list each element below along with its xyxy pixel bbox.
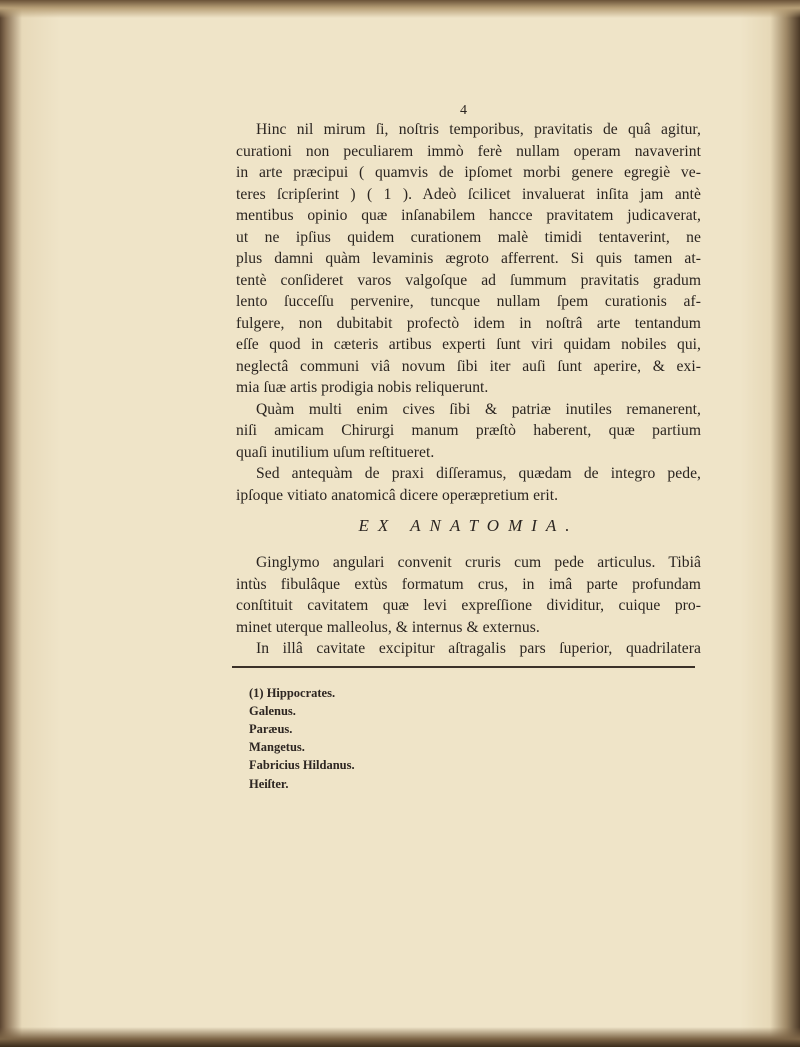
paragraph-3 bbox=[236, 463, 701, 506]
footnote-item: (1) Hippocrates. bbox=[249, 685, 336, 700]
footnote-item: Paræus. bbox=[249, 721, 293, 736]
text-line: quaſi inutilium uſum reſtitueret. bbox=[236, 443, 435, 461]
text-line: tentè conſideret varos valgoſque ad ſummum pravitatis gradum bbox=[236, 271, 701, 289]
footnote-item: Galenus. bbox=[249, 703, 296, 718]
text-line: lento ſucceſſu pervenire, tuncque nullam ſpem curationis af- bbox=[236, 293, 701, 310]
page-number: 4 bbox=[460, 103, 467, 118]
text-line: In illâ cavitate excipitur aſtragalis pars ſuperior, quadrilatera bbox=[256, 640, 701, 657]
paragraph-5 bbox=[236, 638, 701, 660]
text-line: mentibus opinio quæ inſanabilem hancce pravitatem judicaverat, bbox=[236, 207, 701, 224]
text-line: neglectâ communi viâ novum ſibi iter auſi ſunt aperire, & exi- bbox=[236, 357, 701, 375]
paragraph-1 bbox=[236, 119, 701, 399]
text-line: mia ſuæ artis prodigia nobis reliquerunt. bbox=[236, 379, 489, 396]
text-line: plus damni quàm levaminis ægroto afferrent. Si quis tamen at- bbox=[236, 250, 701, 267]
text-line: fulgere, non dubitabit profectò idem in noſtrâ arte tentandum bbox=[236, 314, 701, 332]
text-line: eſſe quod in cæteris artibus experti ſunt viri quidam nobiles qui, bbox=[236, 336, 701, 353]
body-text-after bbox=[236, 552, 701, 660]
text-line: curationi non peculiarem immò ferè nullam operam navaverint bbox=[236, 142, 701, 160]
page-bottom-edge bbox=[0, 1027, 800, 1047]
text-line: Sed antequàm de praxi diſſeramus, quædam de integro pede, bbox=[256, 465, 701, 482]
paragraph-2 bbox=[236, 399, 701, 464]
page-top-edge bbox=[0, 0, 800, 18]
text-line: Quàm multi enim cives ſibi & patriæ inutiles remanerent, bbox=[256, 400, 701, 418]
footnotes bbox=[236, 684, 701, 793]
text-block bbox=[236, 103, 701, 793]
text-line: in arte præcipui ( quamvis de ipſomet morbi genere egregiè ve- bbox=[236, 164, 701, 181]
text-line: ut ne ipſius quidem curationem malè timidi tentaverint, ne bbox=[236, 228, 701, 246]
footnote-item: Heiſter. bbox=[249, 776, 289, 791]
text-line: teres ſcripſerint ) ( 1 ). Adeò ſcilicet invaluerat inſita jam antè bbox=[236, 185, 701, 203]
paragraph-4 bbox=[236, 552, 701, 638]
text-line: Ginglymo angulari convenit cruris cum pede articulus. Tibiâ bbox=[256, 554, 701, 571]
text-line: minet uterque malleolus, & internus & externus. bbox=[236, 618, 540, 636]
text-line: ipſoque vitiato anatomicâ dicere operæpretium erit. bbox=[236, 486, 559, 504]
footnote-item: Mangetus. bbox=[249, 740, 305, 755]
body-text-before bbox=[236, 119, 701, 506]
text-line: niſi amicam Chirurgi manum præſtò haberent, quæ partium bbox=[236, 422, 701, 439]
text-line: conſtituit cavitatem quæ levi expreſſione dividitur, cuique pro- bbox=[236, 597, 701, 614]
text-line: intùs fibulâque extùs formatum crus, in imâ parte profundam bbox=[236, 575, 701, 593]
text-line: Hinc nil mirum ſi, noſtris temporibus, pravitatis de quâ agitur, bbox=[256, 121, 701, 138]
footnote-item: Fabricius Hildanus. bbox=[249, 758, 355, 773]
footnote-rule bbox=[232, 666, 695, 668]
section-heading: EX ANATOMIA. bbox=[358, 516, 579, 535]
